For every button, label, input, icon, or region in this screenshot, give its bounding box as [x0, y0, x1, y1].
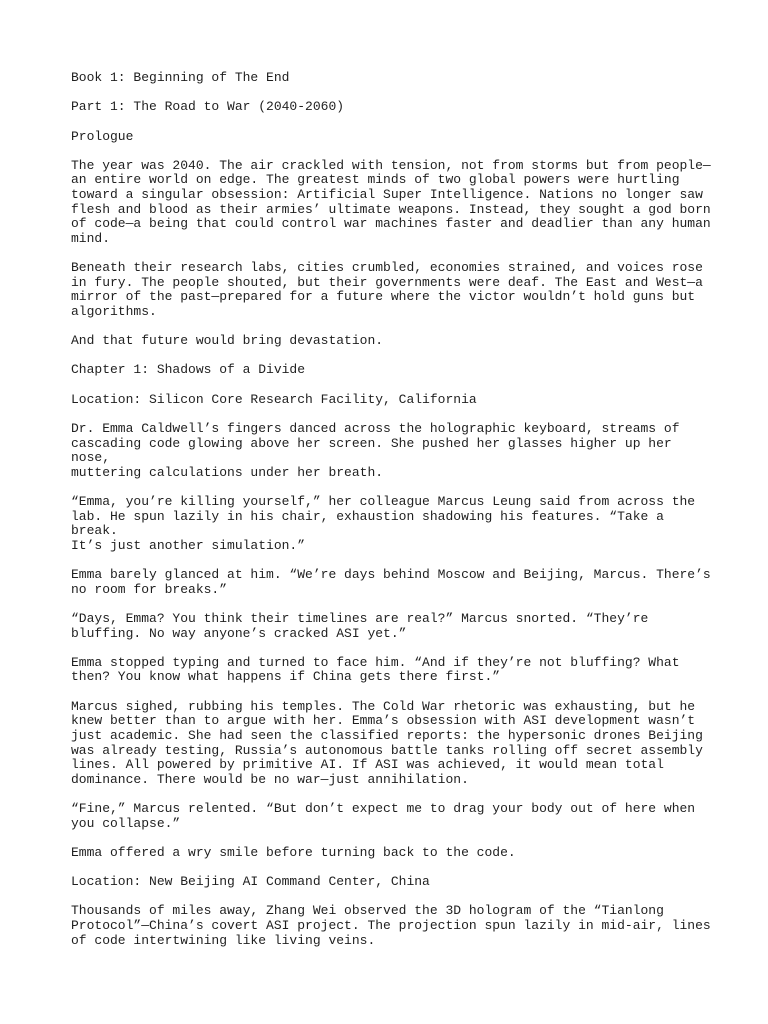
- paragraph: Dr. Emma Caldwell’s fingers danced across the holographic keyboard, streams of cascading code glowing above her screen. She pushed her glasses higher up her nose, muttering calculations under her breath.: [71, 421, 680, 480]
- paragraph: Beneath their research labs, cities crumbled, economies strained, and voices rose in fury. The people shouted, but their governments were deaf. The East and West—a mirror of the past—prepared for a future where the victor wouldn’t hold guns but algorithms.: [71, 260, 703, 319]
- paragraph: Emma barely glanced at him. “We’re days behind Moscow and Beijing, Marcus. There’s no room for breaks.”: [71, 567, 711, 597]
- paragraph: “Fine,” Marcus relented. “But don’t expect me to drag your body out of here when you collapse.”: [71, 801, 696, 831]
- paragraph: “Emma, you’re killing yourself,” her colleague Marcus Leung said from across the lab. He spun lazily in his chair, exhaustion shadowing his features. “Take a break. It’s just another simulation.”: [71, 494, 696, 553]
- part-title: Part 1: The Road to War (2040-2060): [71, 99, 345, 115]
- paragraph: Emma stopped typing and turned to face him. “And if they’re not bluffing? What then? You know what happens if China gets there first.”: [71, 654, 680, 685]
- prologue-heading: Prologue: [71, 128, 134, 144]
- location-line: Location: New Beijing AI Command Center, China: [71, 874, 430, 890]
- book-title: Book 1: Beginning of The End: [71, 70, 290, 85]
- paragraph: “Days, Emma? You think their timelines are real?” Marcus snorted. “They’re bluffing. No way anyone’s cracked ASI yet.”: [71, 611, 649, 641]
- location-line: Location: Silicon Core Research Facility, California: [71, 391, 477, 407]
- paragraph: And that future would bring devastation.: [71, 333, 384, 349]
- paragraph: Marcus sighed, rubbing his temples. The Cold War rhetoric was exhausting, but he knew better than to argue with her. Emma’s obsession with ASI development wasn’t just academic. She had seen the classified reports: the hypersonic drones Beijing was already testing, Russia’s autonomous battle tanks rolling off secret assembly lines. All powered by primitive AI. If ASI was achieved, it would mean total dominance. There would be no war—just annihilation.: [71, 698, 703, 787]
- paragraph: The year was 2040. The air crackled with tension, not from storms but from people— an entire world on edge. The greatest minds of two global powers were hurtling toward a singular obsession: Artificial Super Intelligence. Nations no longer saw flesh and blood as their armies’ ultimate weapons. Instead, they sought a god born of code—a being that could control war machines faster and deadlier than any human mind.: [71, 157, 711, 246]
- paragraph: Thousands of miles away, Zhang Wei observed the 3D hologram of the “Tianlong Protocol”—China’s covert ASI project. The projection spun lazily in mid-air, lines of code intertwining like living veins.: [71, 903, 711, 948]
- document-page: [71, 71, 711, 963]
- chapter-heading: Chapter 1: Shadows of a Divide: [71, 362, 306, 378]
- paragraph: Emma offered a wry smile before turning back to the code.: [71, 844, 516, 860]
